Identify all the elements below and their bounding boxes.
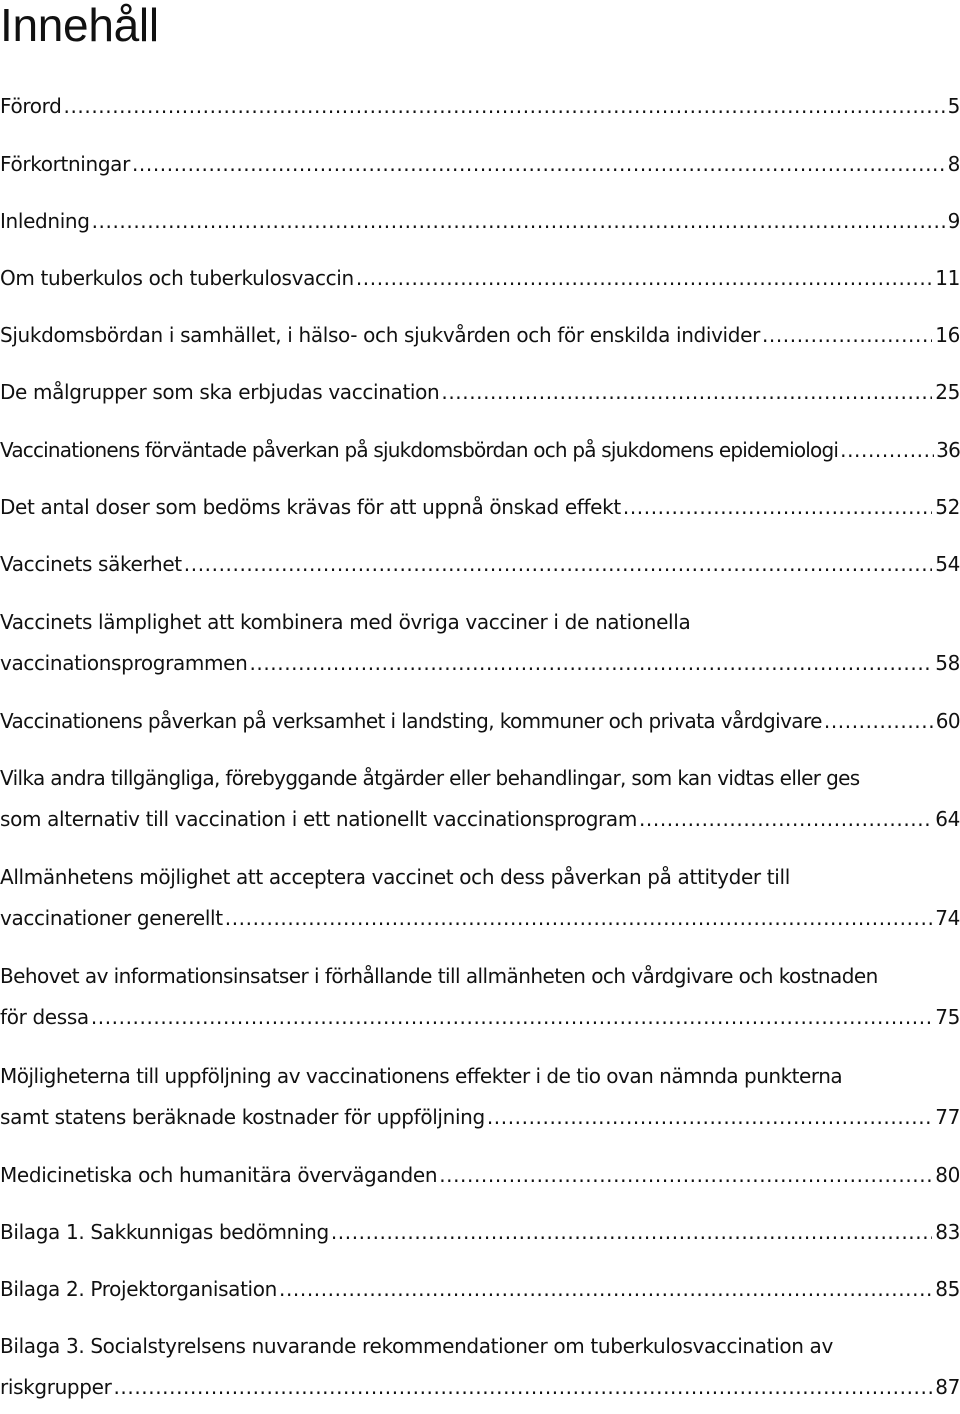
toc-entry-title-line-1: Allmänhetens möjlighet att acceptera vaccinet och dess påverkan på attityder till — [0, 865, 790, 889]
toc-page-number: 5 — [947, 94, 960, 118]
toc-dot-leader — [225, 904, 933, 932]
toc-entry-malgrupper[interactable] — [0, 378, 960, 419]
toc-entry-andra-atgarder[interactable] — [0, 764, 960, 846]
toc-page-number: 77 — [935, 1105, 960, 1129]
toc-page-number: 80 — [935, 1163, 960, 1187]
toc-entry-title-line-2: samt statens beräknade kostnader för uppföljning — [0, 1105, 485, 1129]
toc-page-number: 74 — [935, 906, 960, 930]
toc-dot-leader — [487, 1103, 932, 1131]
toc-entry-medicinetiska[interactable] — [0, 1161, 960, 1202]
toc-page-number: 36 — [936, 438, 960, 462]
toc-entry-title: Inledning — [0, 209, 90, 233]
toc-entry-forord[interactable] — [0, 92, 960, 133]
toc-entry-title: Förkortningar — [0, 152, 130, 176]
toc-entry-tuberkulos[interactable] — [0, 264, 960, 305]
toc-entry-allmanhetens[interactable] — [0, 863, 960, 945]
toc-entry-title-line-2: riskgrupper — [0, 1375, 112, 1399]
toc-page-number: 16 — [935, 323, 960, 347]
toc-page-number: 8 — [947, 152, 960, 176]
toc-dot-leader — [91, 1003, 932, 1031]
toc-page-number: 11 — [935, 266, 960, 290]
toc-dot-leader — [113, 1373, 932, 1401]
toc-entry-title-line-2: vaccinationsprogrammen — [0, 651, 248, 675]
toc-entry-title: Sjukdomsbördan i samhället, i hälso- och sjukvården och för enskilda individer — [0, 323, 760, 347]
toc-dot-leader — [356, 264, 932, 292]
toc-entry-title: De målgrupper som ska erbjudas vaccination — [0, 380, 440, 404]
toc-dot-leader — [184, 550, 932, 578]
toc-dot-leader — [824, 707, 933, 735]
toc-entry-title: Vaccinationens påverkan på verksamhet i landsting, kommuner och privata vårdgivare — [0, 709, 822, 733]
toc-entry-title: Förord — [0, 94, 62, 118]
toc-dot-leader — [249, 649, 932, 677]
toc-entry-sakerhet[interactable] — [0, 550, 960, 591]
toc-page-number: 52 — [935, 495, 960, 519]
toc-dot-leader — [762, 321, 932, 349]
toc-entry-title: Bilaga 1. Sakkunnigas bedömning — [0, 1220, 329, 1244]
toc-page-number: 85 — [935, 1277, 960, 1301]
toc-entry-inledning[interactable] — [0, 207, 960, 248]
toc-entry-forkortningar[interactable] — [0, 150, 960, 191]
toc-dot-leader — [840, 436, 934, 464]
toc-entry-title-line-2: för dessa — [0, 1005, 89, 1029]
toc-entry-bilaga-3[interactable] — [0, 1332, 960, 1414]
toc-entry-title: Bilaga 2. Projektorganisation — [0, 1277, 277, 1301]
toc-entry-title-line-2: som alternativ till vaccination i ett nationellt vaccinationsprogram — [0, 807, 637, 831]
toc-entry-title-line-1: Möjligheterna till uppföljning av vaccinationens effekter i de tio ovan nämnda punkterna — [0, 1064, 843, 1088]
toc-page-number: 58 — [935, 651, 960, 675]
toc-dot-leader — [92, 207, 945, 235]
toc-page-number: 87 — [935, 1375, 960, 1399]
toc-entry-antal-doser[interactable] — [0, 493, 960, 534]
toc-entry-verksamhet[interactable] — [0, 707, 960, 748]
toc-entry-title-line-1: Vilka andra tillgängliga, förebyggande åtgärder eller behandlingar, som kan vidtas eller ges — [0, 766, 860, 790]
toc-entry-bilaga-2[interactable] — [0, 1275, 960, 1316]
toc-dot-leader — [64, 92, 945, 120]
toc-page-number: 75 — [935, 1005, 960, 1029]
toc-page-number: 25 — [935, 380, 960, 404]
toc-page-number: 54 — [935, 552, 960, 576]
toc-dot-leader — [439, 1161, 932, 1189]
toc-entry-forvantade-paverkan[interactable] — [0, 436, 960, 477]
toc-entry-informationsinsatser[interactable] — [0, 962, 960, 1044]
toc-dot-leader — [441, 378, 932, 406]
toc-dot-leader — [331, 1218, 932, 1246]
toc-entry-title-line-1: Behovet av informationsinsatser i förhållande till allmänheten och vårdgivare och kostnaden — [0, 964, 878, 988]
toc-entry-title: Vaccinationens förväntade påverkan på sjukdomsbördan och på sjukdomens epidemiologi — [0, 438, 839, 462]
toc-page-number: 9 — [947, 209, 960, 233]
toc-entry-title: Medicinetiska och humanitära överväganden — [0, 1163, 438, 1187]
toc-page-number: 60 — [935, 709, 960, 733]
page-title: Innehåll — [0, 0, 159, 51]
toc-page-number: 64 — [935, 807, 960, 831]
toc-dot-leader — [279, 1275, 932, 1303]
toc-entry-title: Om tuberkulos och tuberkulosvaccin — [0, 266, 354, 290]
toc-entry-sjukdomsbordan[interactable] — [0, 321, 960, 362]
toc-entry-title: Vaccinets säkerhet — [0, 552, 182, 576]
toc-entry-title-line-2: vaccinationer generellt — [0, 906, 223, 930]
toc-entry-kombinera[interactable] — [0, 608, 960, 690]
toc-entry-uppfoljning[interactable] — [0, 1062, 960, 1144]
toc-dot-leader — [623, 493, 932, 521]
toc-page-number: 83 — [935, 1220, 960, 1244]
toc-entry-bilaga-1[interactable] — [0, 1218, 960, 1259]
toc-entry-title-line-1: Vaccinets lämplighet att kombinera med övriga vacciner i de nationella — [0, 610, 691, 634]
toc-dot-leader — [639, 805, 932, 833]
toc-entry-title: Det antal doser som bedöms krävas för att uppnå önskad effekt — [0, 495, 621, 519]
toc-dot-leader — [132, 150, 945, 178]
toc-entry-title-line-1: Bilaga 3. Socialstyrelsens nuvarande rekommendationer om tuberkulosvaccination av — [0, 1334, 833, 1358]
